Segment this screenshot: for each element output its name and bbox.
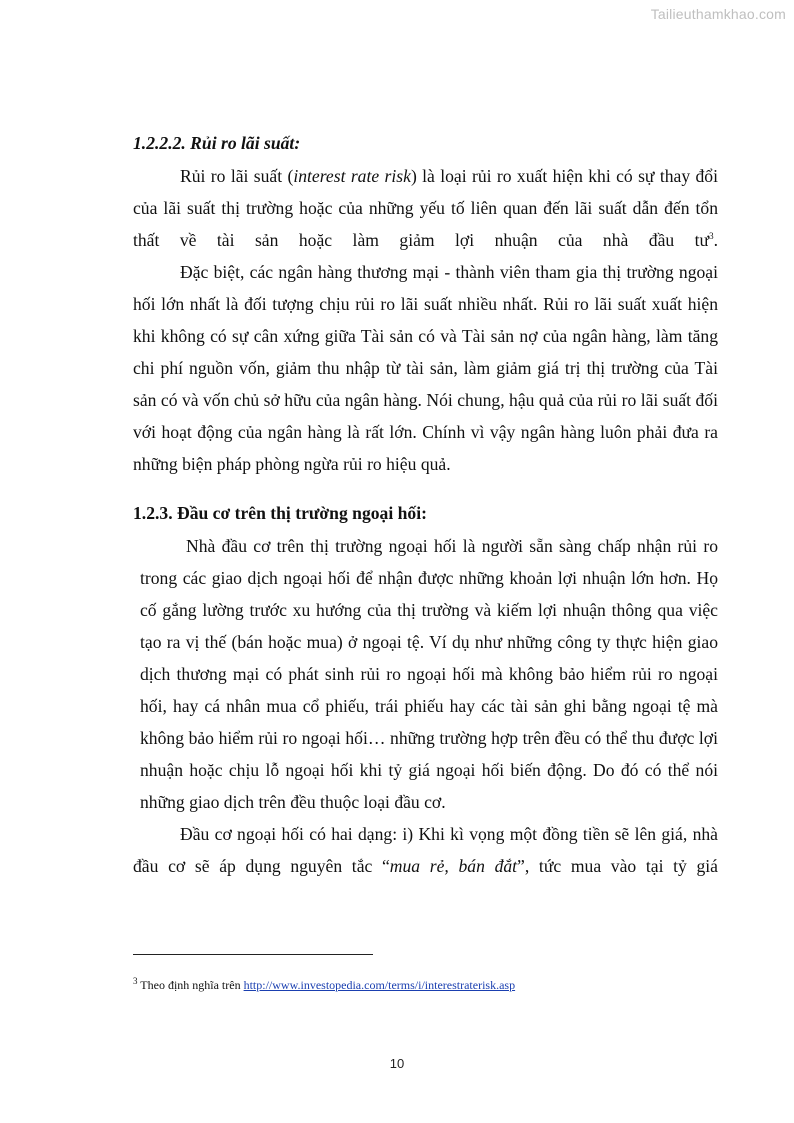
section-heading-interest-rate-risk: 1.2.2.2. Rủi ro lãi suất:	[133, 133, 301, 153]
text-segment: ) là loại rủi ro xuất hiện khi có sự thay đổi của lãi suất thị trường hoặc của những yếu tố liên quan đến lãi suất dẫn đến tổn thất về tài sản hoặc làm giảm lợi nhuận của nhà đầu tư	[133, 166, 718, 250]
page-number: 10	[389, 1056, 405, 1071]
footnote-ref[interactable]: 3	[709, 231, 714, 242]
footnote-text: Theo định nghĩa trên	[137, 978, 244, 992]
italic-phrase: mua rẻ, bán đắt	[389, 856, 518, 876]
paragraph-interest-rate-definition	[133, 160, 718, 256]
footnote-divider	[133, 954, 373, 955]
footnote	[133, 977, 515, 993]
page-body	[133, 126, 718, 882]
italic-term: interest rate risk	[293, 166, 411, 186]
footnote-number: 3	[133, 976, 138, 986]
text-segment: .	[713, 230, 718, 250]
paragraph-speculation-forms	[133, 818, 718, 882]
paragraph-commercial-banks: Đặc biệt, các ngân hàng thương mại - thành viên tham gia thị trường ngoại hối lớn nhất là đối tượng chịu rủi ro lãi suất nhiều nhất. Rủi ro lãi suất xuất hiện khi không có sự cân xứng giữa Tài sản có và Tài sản nợ của ngân hàng, làm tăng chi phí nguồn vốn, giảm thu nhập từ tài sản, làm giảm giá trị thị trường của Tài sản có và vốn chủ sở hữu của ngân hàng. Nói chung, hậu quả của rủi ro lãi suất đối với hoạt động của ngân hàng là rất lớn. Chính vì vậy ngân hàng luôn phải đưa ra những biện pháp phòng ngừa rủi ro hiệu quả.	[133, 262, 718, 474]
paragraph-speculators: Nhà đầu cơ trên thị trường ngoại hối là người sẵn sàng chấp nhận rủi ro trong các giao dịch ngoại hối để nhận được những khoản lợi nhuận lớn hơn. Họ cố gắng lường trước xu hướng của thị trường và kiếm lợi nhuận thông qua việc tạo ra vị thế (bán hoặc mua) ở ngoại tệ. Ví dụ như những công ty thực hiện giao dịch thương mại có phát sinh rủi ro ngoại hối mà không bảo hiểm rủi ro ngoại hối, hay cá nhân mua cổ phiếu, trái phiếu hay các tài sản ghi bằng ngoại tệ mà không bảo hiểm rủi ro ngoại hối… những trường hợp trên đều có thể thu được lợi nhuận hoặc chịu lỗ ngoại hối khi tỷ giá ngoại hối biến động. Do đó có thể nói những giao dịch trên đều thuộc loại đầu cơ.	[140, 536, 718, 812]
section-heading-speculation: 1.2.3. Đầu cơ trên thị trường ngoại hối:	[133, 503, 427, 523]
text-segment: ”, tức mua vào tại tỷ giá	[517, 856, 718, 876]
watermark: Tailieuthamkhao.com	[650, 6, 786, 22]
text-segment: Rủi ro lãi suất (	[180, 166, 294, 186]
footnote-link[interactable]: http://www.investopedia.com/terms/i/interestraterisk.asp	[243, 978, 516, 992]
text-segment: Đầu cơ ngoại hối có hai dạng: i) Khi kì vọng một đồng tiền sẽ lên giá, nhà đầu cơ sẽ áp dụng nguyên tắc “	[133, 824, 718, 876]
